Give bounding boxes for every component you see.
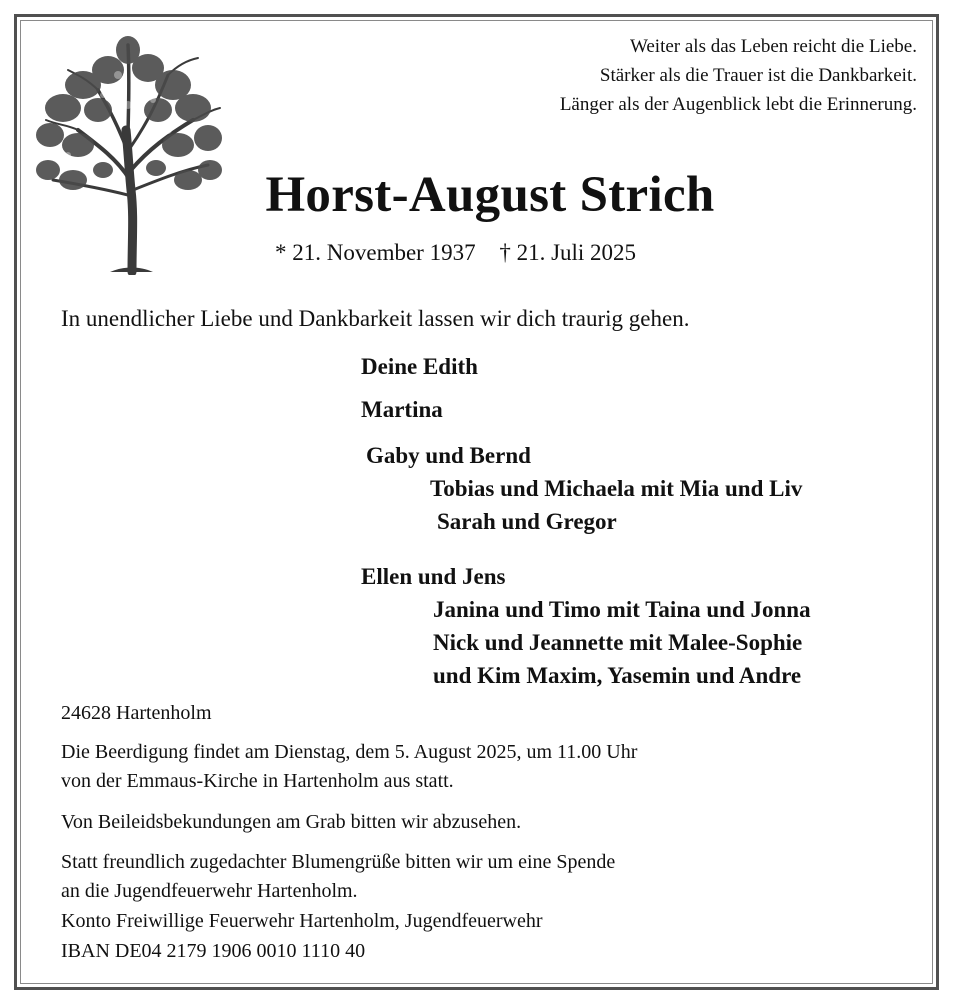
birth-date: * 21. November 1937 bbox=[275, 240, 476, 265]
family-group-2-parents: Ellen und Jens bbox=[361, 564, 506, 589]
funeral-line-2: von der Emmaus-Kirche in Hartenholm aus statt. bbox=[61, 770, 454, 792]
family-group-1-child: Tobias und Michaela mit Mia und Liv bbox=[430, 476, 803, 501]
family-group-1-child: Sarah und Gregor bbox=[437, 509, 617, 534]
tree-icon bbox=[28, 30, 228, 275]
quote-line-2: Stärker als die Trauer ist die Dankbarkeit. bbox=[599, 65, 917, 86]
family-group-1-parents: Gaby und Bernd bbox=[366, 443, 531, 468]
deceased-name: Horst-August Strich bbox=[265, 167, 715, 223]
quote-line-1: Weiter als das Leben reicht die Liebe. bbox=[629, 36, 917, 57]
condolence-note: Von Beileidsbekundungen am Grab bitten wir abzusehen. bbox=[61, 811, 522, 833]
donation-line-2: an die Jugendfeuerwehr Hartenholm. bbox=[61, 880, 358, 902]
death-date: † 21. Juli 2025 bbox=[499, 240, 637, 265]
funeral-line-1: Die Beerdigung findet am Dienstag, dem 5. August 2025, um 11.00 Uhr bbox=[61, 741, 638, 763]
family-group-2-child: Janina und Timo mit Taina und Jonna bbox=[433, 597, 811, 622]
family-group-2-child: und Kim Maxim, Yasemin und Andre bbox=[433, 663, 802, 688]
family-wife: Deine Edith bbox=[361, 354, 478, 379]
donation-line-1: Statt freundlich zugedachter Blumengrüße bitten wir um eine Spende bbox=[61, 851, 616, 873]
family-group-2-child: Nick und Jeannette mit Malee-Sophie bbox=[433, 630, 803, 655]
location: 24628 Hartenholm bbox=[61, 702, 212, 724]
donation-iban: IBAN DE04 2179 1906 0010 1110 40 bbox=[61, 940, 366, 962]
quote-line-3: Länger als der Augenblick lebt die Erinnerung. bbox=[559, 94, 917, 115]
donation-line-3: Konto Freiwillige Feuerwehr Hartenholm, Jugendfeuerwehr bbox=[61, 910, 543, 932]
family-daughter: Martina bbox=[361, 397, 443, 422]
life-dates bbox=[275, 240, 636, 266]
intro-text: In unendlicher Liebe und Dankbarkeit lassen wir dich traurig gehen. bbox=[61, 306, 690, 331]
